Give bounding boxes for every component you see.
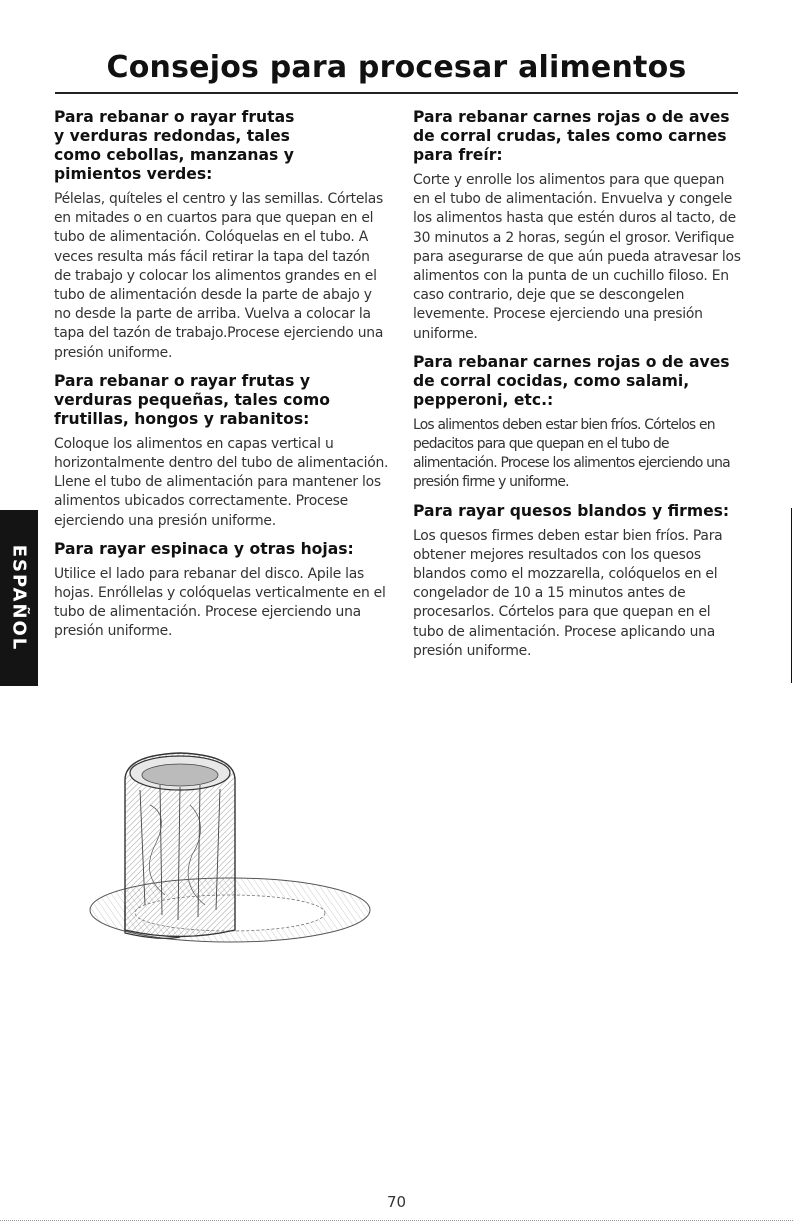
section-body: Corte y enrolle los alimentos para que quepan en el tubo de alimentación. Envuelva y congele los alimentos hasta que estén duros al tacto, de 30 minutos a 2 horas, según el grosor. Verifique para asegurarse de que aún pueda atravesar los alimentos con la punta de un cuchillo filoso. En caso contrario, deje que se descongelen levemente. Procese ejerciendo una presión uniforme. — [413, 172, 741, 342]
title-divider — [55, 92, 738, 94]
section-leafy-greens — [54, 540, 389, 642]
section-body: Coloque los alimentos en capas vertical u horizontalmente dentro del tubo de alimentación. Llene el tubo de alimentación para mantener los alimentos ubicados correctamente. Procese ejerciendo una presión uniforme. — [54, 435, 389, 529]
section-body: Utilice el lado para rebanar del disco. Apile las hojas. Enróllelas y colóquelas verticalmente en el tubo de alimentación. Procese ejerciendo una presión uniforme. — [54, 565, 386, 640]
left-column — [54, 108, 389, 651]
section-cheeses — [413, 502, 743, 661]
section-cooked-meats — [413, 353, 743, 493]
bottom-divider — [0, 1220, 793, 1221]
section-heading: Para rebanar carnes rojas o de aves de corral crudas, tales como carnes para freír: — [413, 108, 730, 164]
food-top — [142, 764, 218, 786]
section-heading: Para rayar quesos blandos y firmes: — [413, 501, 730, 520]
section-body: Los quesos firmes deben estar bien fríos. Para obtener mejores resultados con los quesos blandos como el mozzarella, colóquelos en el congelador de 10 a 15 minutos antes de procesarlos. Córtelos para que quepan en el tubo de alimentación. Procese aplicando una presión uniforme. — [413, 527, 723, 659]
section-body: Pélelas, quíteles el centro y las semillas. Córtelas en mitades o en cuartos para que quepan en el tubo de alimentación. Colóquelas en el tubo. A veces resulta más fácil retirar la tapa del tazón de trabajo y colocar los alimentos grandes en el tubo de alimentación desde la parte de abajo y no desde la parte de arriba. Vuelva a colocar la tapa del tazón de trabajo.Procese ejerciendo una presión uniforme. — [54, 191, 384, 361]
section-small-fruits — [54, 372, 389, 531]
section-round-fruits — [54, 108, 389, 363]
section-heading: Para rayar espinaca y otras hojas: — [54, 539, 354, 558]
section-heading: Para rebanar carnes rojas o de aves de corral cocidas, como salami, pepperoni, etc.: — [413, 352, 730, 409]
food-processor-feed-tube-illustration — [80, 745, 380, 945]
language-tab-label: ESPAÑOL — [8, 544, 30, 652]
page-title: Consejos para procesar alimentos — [106, 50, 687, 85]
section-raw-meats — [413, 108, 743, 344]
section-heading: Para rebanar o rayar frutas y verduras pequeñas, tales como frutillas, hongos y rabanitos: — [54, 371, 330, 428]
section-body: Los alimentos deben estar bien fríos. Córtelos en pedacitos para que quepan en el tubo de alimentación. Procese los alimentos ejerciendo una presión firme y uniforme. — [413, 416, 730, 491]
page-edge-marker — [791, 508, 792, 683]
language-tab — [0, 510, 38, 686]
right-column — [413, 108, 743, 670]
section-heading: Para rebanar o rayar frutas y verduras redondas, tales como cebollas, manzanas y pimientos verdes: — [54, 108, 295, 183]
page-number: 70 — [386, 1193, 407, 1211]
